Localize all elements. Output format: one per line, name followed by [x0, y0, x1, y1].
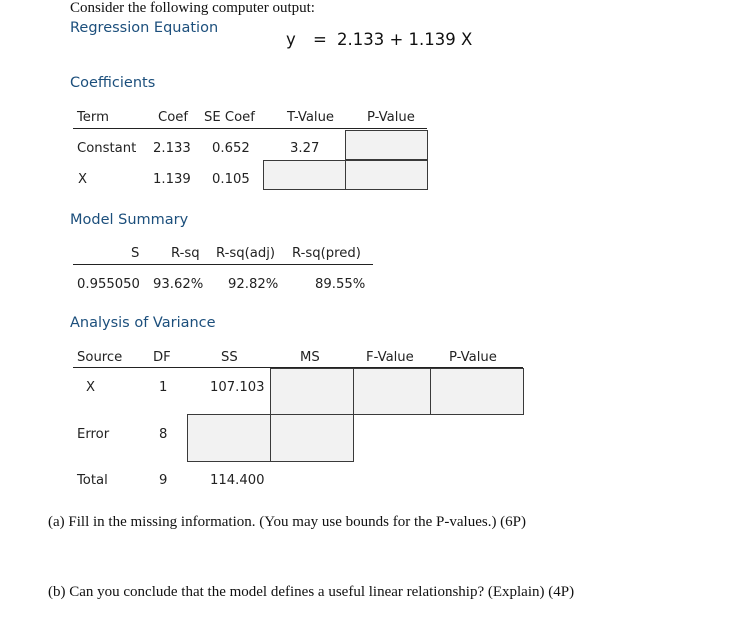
anova-header-ms: MS [300, 350, 320, 365]
ms-header-rsq: R-sq [171, 246, 200, 261]
question-b: (b) Can you conclude that the model defines a useful linear relationship? (Explain) (4P) [48, 584, 575, 600]
coef-row-constant-t: 3.27 [290, 141, 320, 156]
coef-header-rule [73, 128, 427, 129]
blank-pvalue-anova-x[interactable] [430, 368, 524, 415]
equation-rhs: 2.133 + 1.139 X [337, 30, 473, 49]
anova-row-total-ss: 114.400 [210, 473, 265, 488]
anova-heading: Analysis of Variance [70, 315, 216, 331]
equation-lhs: y [286, 30, 296, 49]
coef-row-x-se: 0.105 [212, 172, 250, 187]
anova-header-ss: SS [221, 350, 238, 365]
coef-header-term: Term [77, 110, 109, 125]
anova-header-source: Source [77, 350, 123, 365]
anova-row-x-ss: 107.103 [210, 380, 265, 395]
coef-row-constant-coef: 2.133 [153, 141, 191, 156]
blank-pvalue-constant[interactable] [345, 130, 428, 160]
blank-fvalue-x[interactable] [353, 368, 431, 415]
coefficients-heading: Coefficients [70, 75, 156, 91]
question-a: (a) Fill in the missing information. (You may use bounds for the P-values.) (6P) [48, 514, 527, 530]
anova-row-error-df: 8 [159, 427, 168, 442]
coef-row-constant-se: 0.652 [212, 141, 250, 156]
ms-value-rsq: 93.62% [153, 277, 204, 292]
coef-header-se: SE Coef [204, 110, 255, 125]
blank-pvalue-x[interactable] [345, 160, 428, 190]
regression-heading: Regression Equation [70, 20, 219, 36]
anova-row-error-source: Error [77, 427, 110, 442]
equation-equals: = [313, 30, 327, 49]
ms-header-rule [73, 264, 373, 265]
model-summary-heading: Model Summary [70, 212, 189, 228]
ms-value-rsq-adj: 92.82% [228, 277, 279, 292]
ms-header-rsq-adj: R-sq(adj) [216, 246, 276, 261]
anova-row-x-source: X [86, 380, 96, 395]
coef-row-constant-term: Constant [77, 141, 137, 156]
blank-ss-error[interactable] [187, 414, 271, 462]
coef-header-t: T-Value [287, 110, 335, 125]
coef-row-x-coef: 1.139 [153, 172, 191, 187]
anova-header-df: DF [153, 350, 171, 365]
ms-header-rsq-pred: R-sq(pred) [292, 246, 361, 261]
ms-header-s: S [131, 246, 140, 261]
ms-value-rsq-pred: 89.55% [315, 277, 366, 292]
blank-ms-error[interactable] [270, 414, 354, 462]
intro-text: Consider the following computer output: [70, 0, 315, 16]
anova-row-total-source: Total [77, 473, 108, 488]
coef-row-x-term: X [78, 172, 88, 187]
ms-value-s: 0.955050 [77, 277, 140, 292]
blank-ms-x[interactable] [270, 368, 354, 415]
anova-header-p: P-Value [449, 350, 497, 365]
blank-tvalue-x[interactable] [263, 160, 346, 190]
coef-header-p: P-Value [367, 110, 415, 125]
anova-header-f: F-Value [366, 350, 414, 365]
coef-header-coef: Coef [158, 110, 189, 125]
anova-row-x-df: 1 [159, 380, 168, 395]
anova-row-total-df: 9 [159, 473, 168, 488]
